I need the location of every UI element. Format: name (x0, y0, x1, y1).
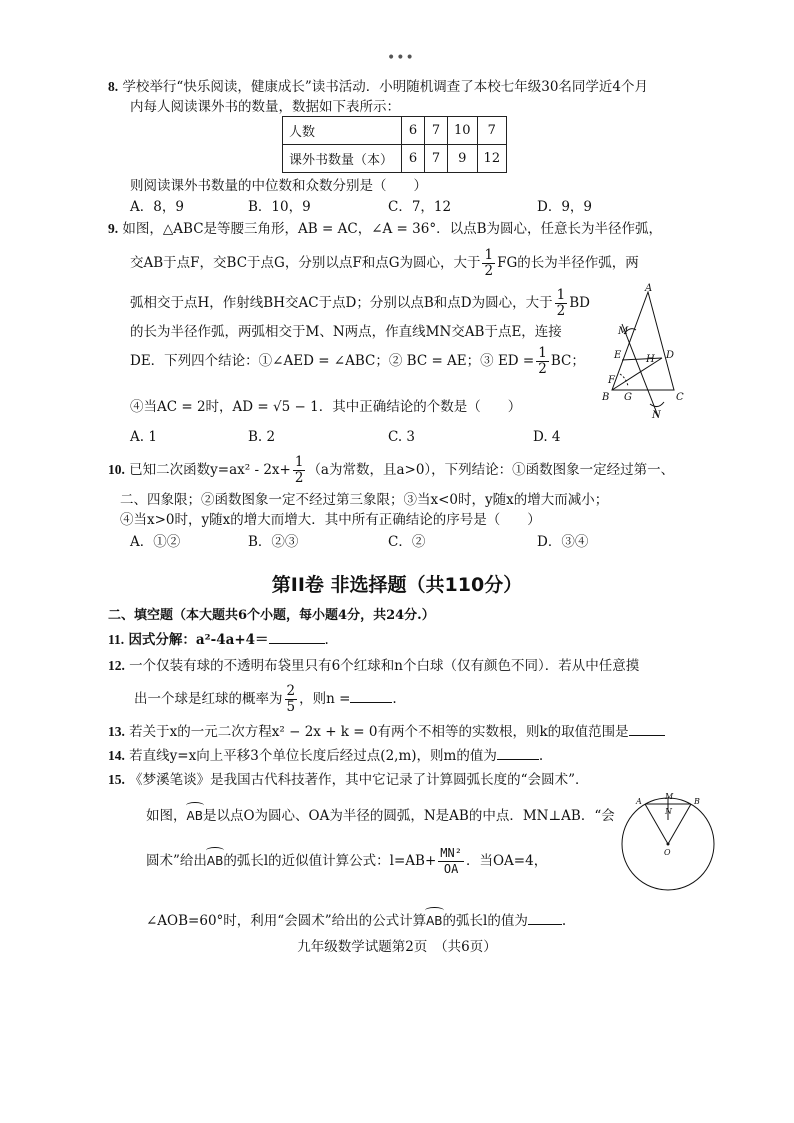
q10-number: 10. (108, 462, 125, 477)
q9-number: 9. (108, 221, 119, 236)
q13-text: 若关于x的一元二次方程x² − 2x + k = 0有两个不相等的实数根，则k的取值范围是 (129, 724, 629, 740)
label-c: C (676, 392, 684, 403)
q15-formula-fraction (438, 846, 464, 877)
q12-text-2b: ，则n = (299, 691, 351, 707)
table-cell: 10 (448, 117, 478, 145)
label-b: B (602, 392, 610, 403)
q15-line3 (146, 846, 547, 877)
q9-text-5b: BC； (550, 353, 585, 369)
fraction-numerator: 2 (286, 683, 296, 699)
table-cell: 7 (425, 145, 448, 173)
fraction-numerator: 1 (294, 454, 304, 470)
q10-option-d: D．③④ (537, 534, 589, 550)
q12-fraction (285, 684, 298, 715)
header-dots: ••• (387, 50, 415, 66)
label-o: O (664, 848, 671, 857)
table-cell: 6 (402, 117, 425, 145)
label-e: E (614, 350, 622, 361)
arc-ab-label-2: AB (207, 851, 223, 871)
fraction-denominator: OA (443, 862, 459, 876)
q9-fraction-half (482, 248, 495, 279)
q9-text-5a: DE．下列四个结论：①∠AED = ∠ABC；② BC = AE；③ ED = (130, 353, 535, 369)
label-n: N (652, 410, 661, 421)
label-m: M (665, 792, 674, 801)
label-g: G (624, 392, 632, 403)
q10-option-b: B．②③ (248, 534, 299, 550)
q10-text-1a: 已知二次函数y=ax² - 2x+ (129, 462, 291, 478)
q9-fraction-half-2 (555, 288, 568, 319)
q15-text-1: 《梦溪笔谈》是我国古代科技著作，其中它记录了计算圆弧长度的“会圆术”． (129, 772, 589, 788)
q9-line4: 的长为半径作弧，两弧相交于M、N两点，作直线MN交AB于点E，连接 (130, 324, 562, 340)
q15-circle-figure (616, 792, 720, 896)
q9-option-c: C. 3 (388, 429, 416, 445)
label-f: F (608, 375, 615, 386)
table-cell: 9 (448, 145, 478, 173)
fraction-denominator: 5 (286, 699, 296, 715)
q9-line1 (108, 219, 662, 239)
q10-line3: ④当x>0时，y随x的增大而增大．其中所有正确结论的序号是（ ） (120, 512, 541, 528)
fraction-denominator: 2 (556, 303, 566, 319)
table-cell-header: 人数 (283, 117, 402, 145)
q9-line3 (130, 288, 590, 319)
q11-answer-blank[interactable] (269, 643, 325, 644)
arc-ab-label-3: AB (426, 911, 442, 931)
fraction-numerator: 1 (538, 345, 547, 361)
q15-answer-blank[interactable] (528, 924, 562, 925)
arc-ab-label: AB (187, 806, 203, 826)
q12-line1 (108, 656, 639, 676)
q15-text-2b: 是以点O为圆心、OA为半径的圆弧，N是AB的中点．MN⊥AB．“会 (202, 808, 615, 824)
q15-text-4a: ∠AOB=60°时，利用“会圆术”给出的公式计算 (146, 913, 427, 929)
table-cell: 7 (477, 117, 507, 145)
q9-text-3a: 弧相交于点H，作射线BH交AC于点D；分别以点B和点D为圆心，大于 (130, 295, 553, 311)
label-h: H (646, 354, 655, 365)
label-m: M (618, 326, 629, 337)
table-row (283, 117, 507, 145)
q15-text-3c: ．当OA=4， (465, 853, 548, 869)
q12-text-1: 一个仅装有球的不透明布袋里只有6个红球和n个白球（仅有颜色不同）．若从中任意摸 (129, 658, 640, 674)
label-a: A (636, 797, 642, 806)
q9-option-a: A. 1 (130, 429, 157, 445)
fraction-numerator: 1 (556, 287, 566, 303)
fraction-denominator: 2 (484, 263, 494, 279)
q9-text-2a: 交AB于点F，交BC于点G，分别以点F和点G为圆心，大于 (130, 255, 481, 271)
q15-text-3b: 的弧长l的近似值计算公式：l=AB+ (223, 853, 437, 869)
q9-line5 (130, 346, 585, 377)
q15-text-4b: 的弧长l的值为 (442, 913, 528, 929)
table-row (283, 145, 507, 173)
q10-text-1b: （a为常数，且a>0），下列结论：①函数图象一定经过第一、 (307, 462, 675, 478)
table-cell: 6 (402, 145, 425, 173)
table-cell-header: 课外书数量（本） (283, 145, 402, 173)
table-cell: 7 (425, 117, 448, 145)
q14-answer-blank[interactable] (497, 759, 539, 760)
q12-end: . (392, 691, 397, 707)
q9-text-3b: BD (569, 295, 590, 311)
q8-option-b: B．10，9 (248, 199, 311, 215)
q12-answer-blank[interactable] (350, 702, 392, 703)
section-title: 第II卷 非选择题（共110分） (271, 574, 523, 596)
q9-text-1: 如图，△ABC是等腰三角形，AB = AC，∠A = 36°．以点B为圆心，任意长为半径作弧， (122, 221, 662, 237)
label-d: D (666, 350, 675, 361)
label-n: N (665, 807, 672, 816)
q12-line2 (134, 684, 397, 715)
q9-text-2b: FG的长为半径作弧，两 (497, 255, 639, 271)
q11-number: 11. (108, 632, 125, 647)
q12-number: 12. (108, 658, 125, 673)
q8-option-a: A．8，9 (130, 199, 184, 215)
q8-number: 8. (108, 79, 119, 94)
q9-fraction-half-3 (536, 346, 549, 377)
q9-option-b: B. 2 (248, 429, 276, 445)
q12-text-2a: 出一个球是红球的概率为 (134, 691, 283, 707)
page-footer: 九年级数学试题第2页 （共6页） (297, 939, 497, 955)
q15-line1 (108, 770, 588, 790)
q15-number: 15. (108, 772, 125, 787)
q15-text-2a: 如图， (146, 808, 187, 824)
q10-option-a: A．①② (130, 534, 181, 550)
q9-triangle-figure (600, 282, 692, 422)
q13-line (108, 722, 665, 742)
q9-line2 (130, 248, 639, 279)
part2-heading: 二、填空题（本大题共6个小题，每小题4分，共24分.） (108, 608, 435, 623)
q10-line2: 二、四象限；②函数图象一定不经过第三象限；③当x<0时，y随x的增大而减小； (120, 492, 609, 508)
q8-text-1: 学校举行“快乐阅读，健康成长”读书活动．小明随机调查了本校七年级30名同学近4个月 (122, 79, 648, 95)
q14-number: 14. (108, 748, 125, 763)
q9-line6: ④当AC = 2时，AD = √5 − 1．其中正确结论的个数是（ ） (130, 399, 522, 415)
q8-option-c: C．7，12 (388, 199, 452, 215)
q13-number: 13. (108, 724, 125, 739)
segment-de (622, 358, 662, 360)
q14-end: . (538, 748, 544, 764)
q11-line (108, 630, 329, 650)
q15-line2 (146, 806, 615, 826)
label-b: B (694, 797, 700, 806)
arc-n (650, 402, 664, 407)
q10-fraction-half (293, 455, 306, 486)
fraction-denominator: 2 (538, 361, 547, 377)
q8-data-table (282, 116, 507, 173)
label-a: A (645, 283, 653, 294)
fraction-numerator: 1 (484, 247, 494, 263)
q9-option-d: D. 4 (533, 429, 561, 445)
q15-text-3a: 圆术”给出 (146, 853, 207, 869)
table-cell: 12 (477, 145, 507, 173)
q8-question: 则阅读课外书数量的中位数和众数分别是（ ） (130, 178, 427, 194)
q14-line (108, 746, 543, 766)
q8-option-d: D．9，9 (537, 199, 593, 215)
q8-line2: 内每人阅读课外书的数量，数据如下表所示： (130, 99, 400, 115)
q15-line4 (146, 911, 566, 931)
q14-text: 若直线y=x向上平移3个单位长度后经过点(2,m)，则m的值为 (129, 748, 497, 764)
q10-line1 (108, 455, 674, 486)
q13-answer-blank[interactable] (629, 735, 665, 736)
fraction-denominator: 2 (294, 470, 304, 486)
fraction-numerator: MN² (440, 846, 462, 860)
q15-end: . (561, 913, 567, 929)
q8-line1 (108, 77, 648, 97)
center-point (667, 843, 670, 846)
q11-end: . (324, 632, 329, 648)
q11-text: 因式分解：a²-4a+4＝ (128, 632, 269, 648)
q10-option-c: C．② (388, 534, 426, 550)
